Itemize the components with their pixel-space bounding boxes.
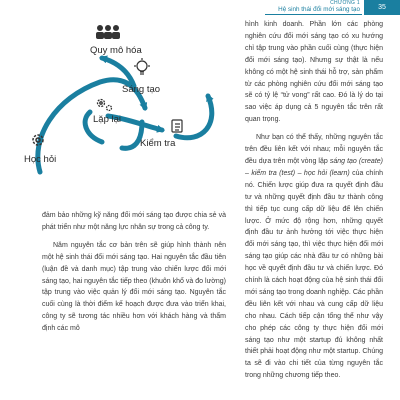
paragraph-text: của chính nó. Chiến lược giúp đưa ra quyết định đầu tư và những quyết định đầu tư thành công thì tiếp tục cung cấp dữ liệu để lên chiến lược. Ở mức độ rộng hơn, những quyết định đầu tư ảnh hưởng tới việc thực hiện đổi mới sáng tạo, thì việc thực hiện đổi mới sáng tạo giúp các nhà đầu tư có những bài học về quyết định đầu tư và chiến lược. Đó chính là cách hoạt động của hệ sinh thái đổi mới sáng tạo trong doanh nghiệp. Các phần đều liên kết với nhau và cung cấp dữ liệu cho nhau. Cách tiếp cận tổng thể như vậy cho phép các công ty thực hiện đổi mới sáng tạo như một startup đủ không nhất thiết phải hoạt động như một startup. Chúng ta sẽ đi vào chi tiết của từng nguyên tắc trong những chương tiếp theo. [245,169,383,380]
lightbulb-icon [134,58,150,74]
innovation-cycle-diagram [24,20,240,200]
label-create: Sáng tạo [122,84,161,95]
gears-icon [98,100,112,111]
page-header [0,0,400,16]
left-column [42,210,226,335]
page-number: 35 [364,0,400,15]
emphasis-loop: sáng tạo (create) – kiểm tra (test) – học hỏi (learn) [245,157,383,177]
diagram-svg [24,20,240,200]
right-column [245,19,383,382]
header-rule [265,14,362,15]
chapter-title: Hệ sinh thái đổi mới sáng tạo [278,6,360,13]
label-scale: Quy mô hóa [90,45,142,56]
label-learn: Học hỏi [24,154,57,165]
checklist-icon [172,120,182,132]
paragraph-text: Như bạn có thể thấy, những nguyên tắc trên đều liên kết với nhau; mỗi nguyên tắc đều dựa trên một vòng lặp [245,134,383,165]
label-test: Kiểm tra [140,138,176,149]
chapter-block [278,0,360,14]
paragraph: hình kinh doanh. Phần lớn các phòng nghiên cứu đổi mới sáng tạo có xu hướng chỉ tập trung vào phần cuối cùng (thực hiện đổi mới sáng tạo). Nhưng sự thật là nếu không có một hệ sinh thái hỗ trợ, sản phẩm từ các phòng nghiên cứu đổi mới sáng tạo sẽ có tỷ lệ “tử vong” rất cao. Đó là lý do tại sao việc áp dụng cả 5 nguyên tắc trên rất quan trọng. [245,21,383,124]
paragraph: Năm nguyên tắc cơ bản trên sẽ giúp hình thành nên một hệ sinh thái đổi mới sáng tạo. Hai nguyên tắc đầu tiên (luận đề và danh mục) tập trung vào chiến lược đổi mới sáng tạo, hai nguyên tắc tiếp theo (khuôn khổ và đo lường) tập trung vào việc quản lý đổi mới sáng tạo. Nguyên tắc cuối cùng là thời điểm kế hoạch được đưa vào triển khai, công ty sẽ tương tác nhiều hơn với khách hàng và thẩm định các mô [42,241,226,333]
label-iterate: Lặp lại [93,114,121,125]
chapter-label: CHƯƠNG 1 [330,0,360,6]
people-icon [96,25,120,39]
paragraph [245,132,383,382]
paragraph: đảm bảo những kỹ năng đổi mới sáng tạo được chia sẻ và phát triển như một năng lực nhân sự trong cả công ty. [42,212,226,231]
